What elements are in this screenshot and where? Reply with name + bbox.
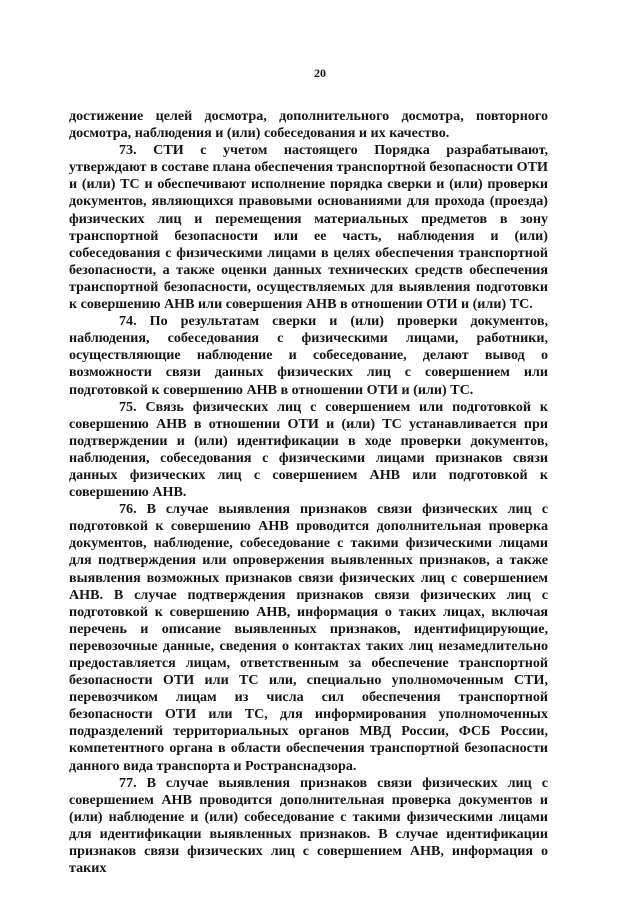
paragraph-76: 76. В случае выявления признаков связи физических лиц с подготовкой к совершению АНВ проводится дополнительная проверка документов, наблюдение, собеседование с такими физическими лицами для подтверждения или опровержения выявленных признаков, а также выявления возможных признаков связи физических лиц с совершением АНВ. В случае подтверждения признаков связи физических лиц с подготовкой к совершению АНВ, информация о таких лицах, включая перечень и описание выявленных признаков, идентифицирующие, перевозочные данные, сведения о контактах таких лиц незамедлительно предоставляется лицам, ответственным за обеспечение транспортной безопасности ОТИ или ТС или, специально уполномоченным СТИ, перевозчиком лицам из числа сил обеспечения транспортной безопасности ОТИ или ТС, для информирования уполномоченных подразделений территориальных органов МВД России, ФСБ России, компетентного органа в области обеспечения транспортной безопасности данного вида транспорта и Ространснадзора.: [69, 501, 548, 774]
document-body: [69, 108, 548, 877]
paragraph-75: 75. Связь физических лиц с совершением или подготовкой к совершению АНВ в отношении ОТИ и (или) ТС устанавливается при подтверждении и (или) идентификации в ходе проверки документов, наблюдения, собеседования с физическими лицами признаков связи данных физических лиц с совершением АНВ или подготовкой к совершению АНВ.: [69, 398, 548, 501]
paragraph-77: 77. В случае выявления признаков связи физических лиц с совершением АНВ проводится дополнительная проверка документов и (или) наблюдение и (или) собеседование с такими физическими лицами для идентификации выявленных признаков. В случае идентификации признаков связи физических лиц с совершением АНВ, информация о таких: [69, 774, 548, 877]
paragraph-73: 73. СТИ с учетом настоящего Порядка разрабатывают, утверждают в составе плана обеспечения транспортной безопасности ОТИ и (или) ТС и обеспечивают исполнение порядка сверки и (или) проверки документов, являющихся правовыми основаниями для прохода (проезда) физических лиц и перемещения материальных предметов в зону транспортной безопасности или ее часть, наблюдения и (или) собеседования с физическими лицами в целях обеспечения транспортной безопасности, а также оценки данных технических средств обеспечения транспортной безопасности, осуществляемых для выявления подготовки к совершению АНВ или совершения АНВ в отношении ОТИ и (или) ТС.: [69, 142, 548, 313]
paragraph-continuation: достижение целей досмотра, дополнительного досмотра, повторного досмотра, наблюдения и (или) собеседования и их качество.: [69, 108, 548, 142]
paragraph-74: 74. По результатам сверки и (или) проверки документов, наблюдения, собеседования с физическими лицами, работники, осуществляющие наблюдение и собеседование, делают вывод о возможности связи данных физических лиц с совершением или подготовкой к совершению АНВ в отношении ОТИ и (или) ТС.: [69, 313, 548, 398]
page-number: 20: [314, 66, 326, 80]
